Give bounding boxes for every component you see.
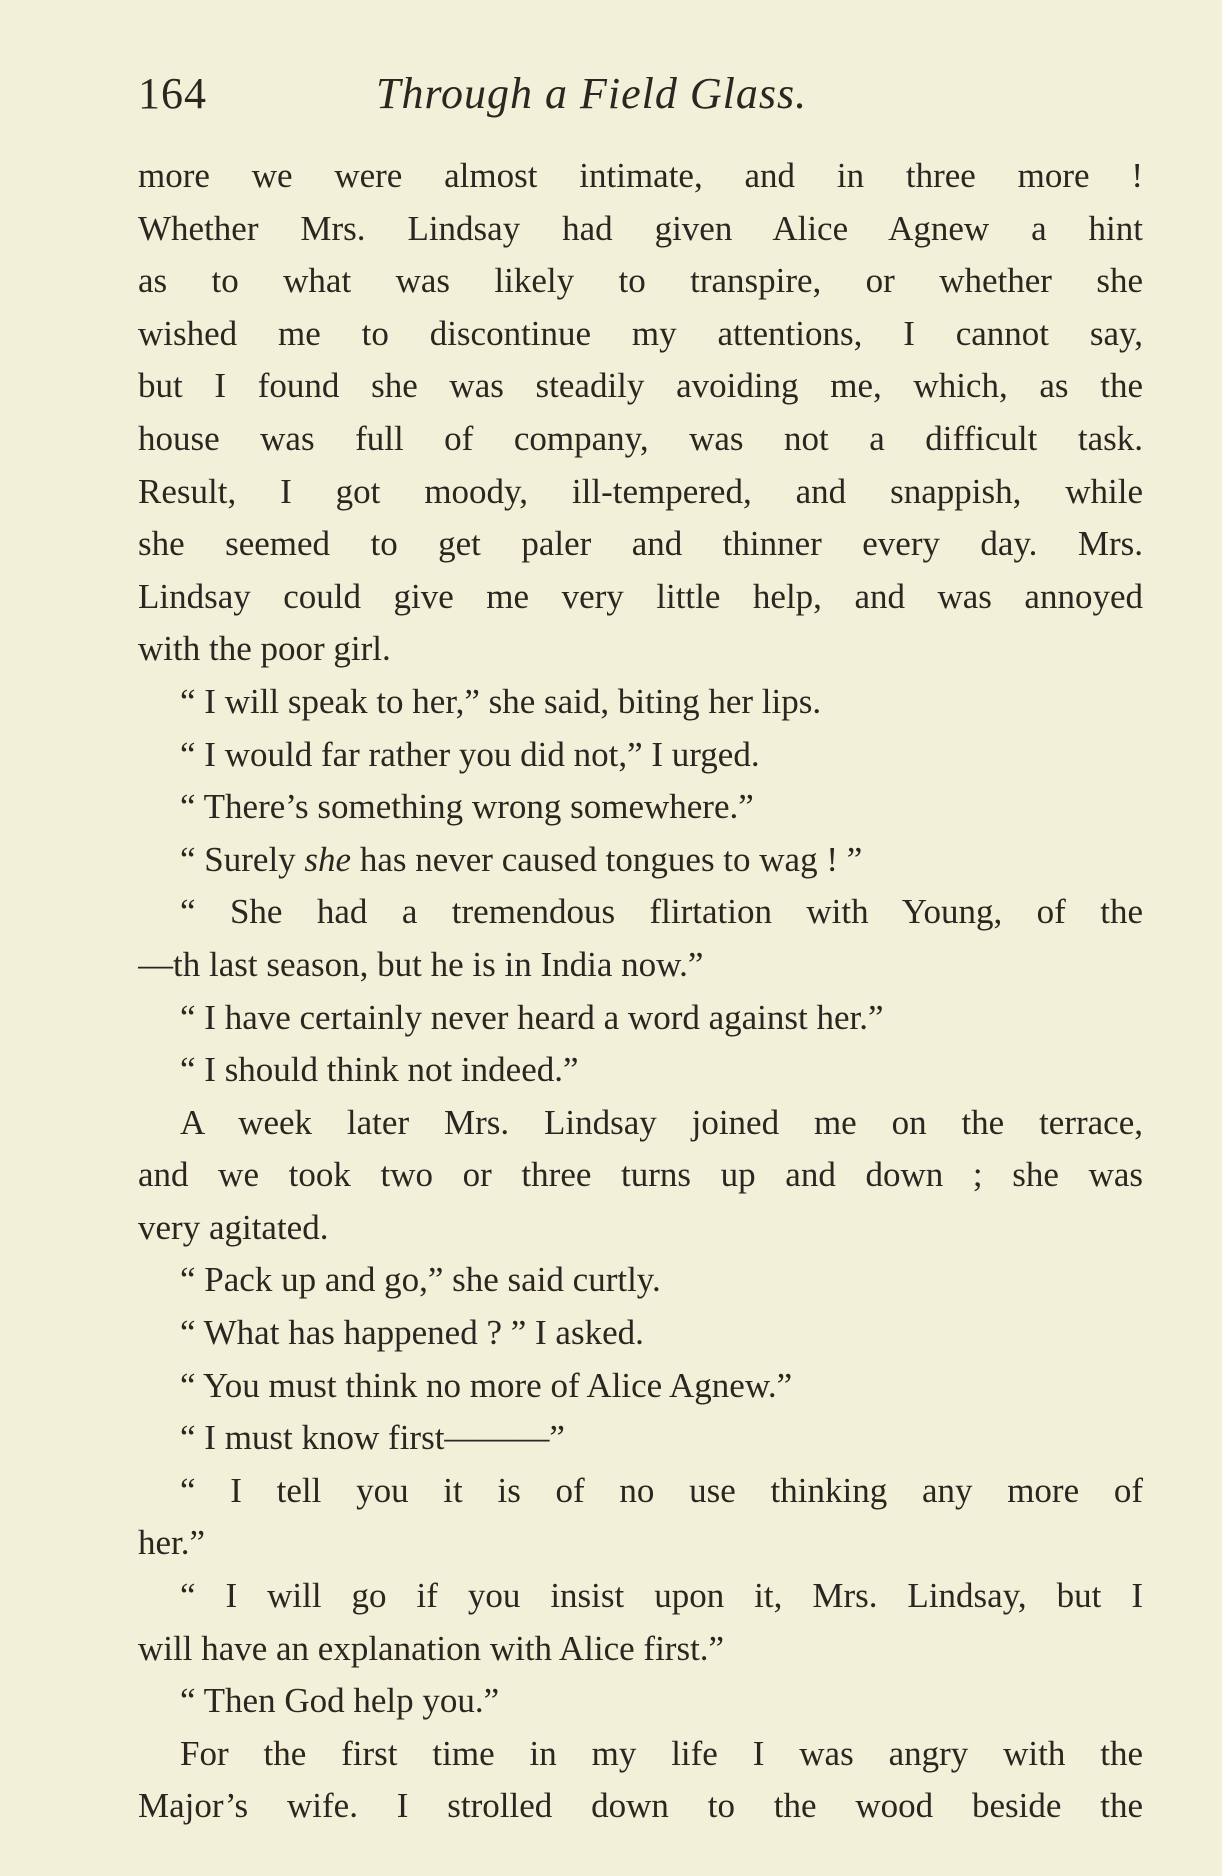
text-line: Lindsay could give me very little help, and was annoyed <box>138 576 1143 616</box>
body-text <box>138 150 1143 1833</box>
text-line: her.” <box>138 1523 206 1563</box>
text-line: but I found she was steadily avoiding me, which, as the <box>138 366 1143 406</box>
text-line: For the first time in my life I was angry with the <box>180 1733 1143 1773</box>
text-line: house was full of company, was not a difficult task. <box>138 418 1143 458</box>
text-line: Major’s wife. I strolled down to the wood beside the <box>138 1786 1143 1826</box>
text-line: —th last season, but he is in India now.” <box>138 944 704 984</box>
text-line: “ Pack up and go,” she said curtly. <box>180 1260 661 1300</box>
text-line: “ I will go if you insist upon it, Mrs. Lindsay, but I <box>180 1576 1143 1616</box>
text-line: “ I will speak to her,” she said, biting her lips. <box>180 681 822 721</box>
text-line: “ I must know first———” <box>180 1418 565 1458</box>
text-line: “ She had a tremendous flirtation with Young, of the <box>180 892 1143 932</box>
text-line: “ I would far rather you did not,” I urged. <box>180 734 760 774</box>
page-number: 164 <box>138 69 207 118</box>
text-line: Result, I got moody, ill-tempered, and snappish, while <box>138 471 1143 511</box>
text-line: more we were almost intimate, and in three more ! <box>138 156 1143 195</box>
text-line: “ I have certainly never heard a word against her.” <box>180 997 884 1037</box>
running-title: Through a Field Glass. <box>376 69 808 118</box>
text-line: will have an explanation with Alice first.” <box>138 1628 725 1668</box>
text-line: “ Then God help you.” <box>180 1681 500 1721</box>
text-line: as to what was likely to transpire, or whether she <box>138 261 1143 301</box>
text-line: A week later Mrs. Lindsay joined me on the terrace, <box>180 1102 1143 1142</box>
text-line: with the poor girl. <box>138 629 391 669</box>
text-line: “ Surely she has never caused tongues to wag ! ” <box>180 839 863 879</box>
page-header <box>138 68 1138 128</box>
text-line: very agitated. <box>138 1207 329 1247</box>
text-line: “ You must think no more of Alice Agnew.” <box>180 1365 793 1405</box>
text-line: Whether Mrs. Lindsay had given Alice Agnew a hint <box>138 208 1143 248</box>
text-line: wished me to discontinue my attentions, I cannot say, <box>138 313 1143 353</box>
text-line: and we took two or three turns up and down ; she was <box>138 1155 1143 1195</box>
text-line: “ I tell you it is of no use thinking any more of <box>180 1470 1143 1510</box>
text-line: “ There’s something wrong somewhere.” <box>180 787 754 827</box>
text-line: “ I should think not indeed.” <box>180 1050 579 1090</box>
text-line: “ What has happened ? ” I asked. <box>180 1313 644 1353</box>
text-line: she seemed to get paler and thinner every day. Mrs. <box>138 524 1143 564</box>
